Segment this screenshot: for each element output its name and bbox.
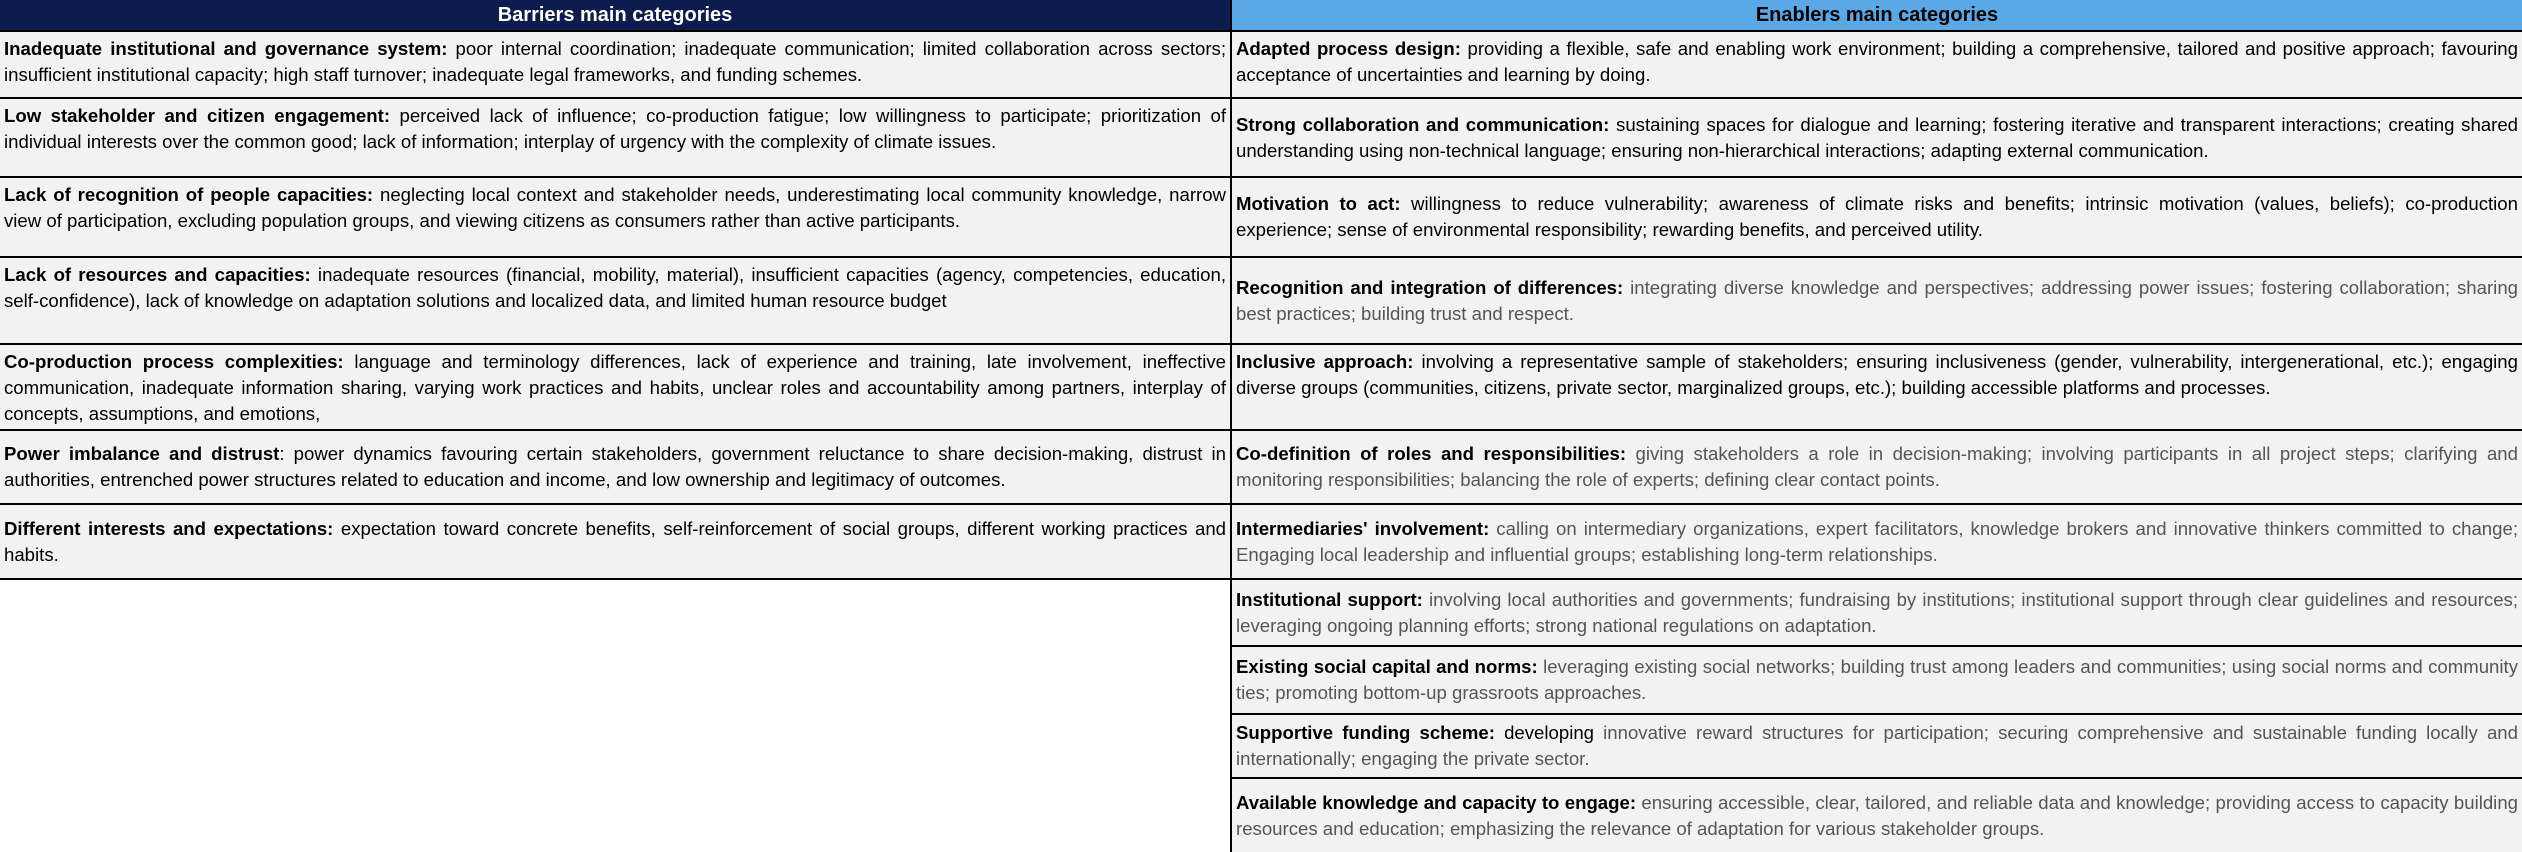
enabler-title: Supportive funding scheme: [1236, 722, 1495, 743]
enablers-column [1232, 0, 2522, 852]
enabler-text: ensuring accessible, clear, tailored, and reliable data and knowledge; providing access to capacity building resources and education; emphasizing the relevance of adaptation for various stakeholder groups. [1236, 791, 2518, 839]
enabler-text: involving local authorities and governments; fundraising by institutions; institutional support through clear guidelines and resources; leveraging ongoing planning efforts; strong national regulations on adaptation. [1236, 588, 2519, 636]
barrier-text: : power dynamics favouring certain stakeholders, government reluctance to share decision-making, distrust in authorities, entrenched power structures related to education and income, and low ownership and legitimacy of outcomes. [4, 443, 1226, 490]
barrier-title: Inadequate institutional and governance system: [4, 38, 448, 59]
enablers-header: Enablers main categories [1232, 0, 2522, 32]
enabler-title: Available knowledge and capacity to engage: [1236, 791, 1637, 813]
enabler-text: willingness to reduce vulnerability; awareness of climate risks and benefits; intrinsic motivation (values, beliefs); co-production experience; sense of environmental responsibility; rewarding benefits, and perceived utility. [1236, 193, 2518, 240]
enabler-row [1232, 345, 2522, 431]
barrier-title: Different interests and expectations: [4, 517, 334, 539]
enabler-title: Strong collaboration and communication: [1236, 113, 1610, 135]
enabler-title: Existing social capital and norms: [1236, 656, 1538, 677]
barriers-column [0, 0, 1232, 852]
barrier-text: poor internal coordination; inadequate communication; limited collaboration across sectors; insufficient institutional capacity; high staff turnover; inadequate legal frameworks, and funding schemes. [4, 38, 1226, 85]
enabler-title: Adapted process design: [1236, 38, 1461, 59]
barrier-row [0, 32, 1230, 99]
barrier-row [0, 431, 1230, 505]
enabler-row [1232, 431, 2522, 505]
enabler-title: Co-definition of roles and responsibilities: [1236, 443, 1627, 464]
enabler-title: Institutional support: [1236, 588, 1423, 610]
enabler-row [1232, 258, 2522, 345]
barrier-text: perceived lack of influence; co-production fatigue; low willingness to participate; prioritization of individual interests over the common good; lack of information; interplay of urgency with the complexity of climate issues. [4, 105, 1227, 152]
enabler-text: leveraging existing social networks; building trust among leaders and communities; using social norms and community ties; promoting bottom-up grassroots approaches. [1236, 656, 2518, 703]
enabler-title: Recognition and integration of differences: [1236, 276, 1624, 298]
barrier-text: inadequate resources (financial, mobility, material), insufficient capacities (agency, competencies, education, self-confidence), lack of knowledge on adaptation solutions and localized data, and limited human resource budget [4, 264, 1226, 311]
enabler-text: innovative reward structures for participation; securing comprehensive and sustainable funding locally and internationally; engaging the private sector. [1236, 722, 2518, 769]
barrier-row [0, 505, 1230, 580]
barrier-text: neglecting local context and stakeholder needs, underestimating local community knowledge, narrow view of participation, excluding population groups, and viewing citizens as consumers rather than active participants. [4, 184, 1226, 231]
barrier-title: Lack of resources and capacities: [4, 264, 311, 285]
barrier-row [0, 99, 1230, 178]
enabler-text: providing a flexible, safe and enabling work environment; building a comprehensive, tailored and positive approach; favouring acceptance of uncertainties and learning by doing. [1236, 38, 2518, 85]
enabler-text-lead: developing [1494, 722, 1595, 743]
barrier-title: Power imbalance and distrust [4, 443, 280, 464]
barrier-text: language and terminology differences, lack of experience and training, late involvement, ineffective communication, inadequate information sharing, varying work practices and habits, unclear roles and accountability among partners, interplay of concepts, assumptions, and emotions, [4, 351, 1226, 424]
barriers-header: Barriers main categories [0, 0, 1230, 32]
enabler-title: Motivation to act: [1236, 193, 1401, 214]
enabler-row [1232, 32, 2522, 99]
enabler-row [1232, 178, 2522, 258]
barrier-title: Co-production process complexities: [4, 351, 344, 372]
enabler-text: integrating diverse knowledge and perspectives; addressing power issues; fostering collaboration; sharing best practices; building trust and respect. [1236, 276, 2518, 324]
enabler-title: Intermediaries' involvement: [1236, 517, 1490, 539]
barrier-text: expectation toward concrete benefits, self-reinforcement of social groups, different working practices and habits. [4, 517, 1227, 565]
enabler-row [1232, 580, 2522, 647]
enabler-text: calling on intermediary organizations, expert facilitators, knowledge brokers and innovative thinkers committed to change; Engaging local leadership and influential groups; establishing long-term relationships. [1236, 517, 2518, 565]
enabler-row [1232, 779, 2522, 852]
barrier-row [0, 178, 1230, 258]
enabler-row [1232, 647, 2522, 715]
barrier-title: Low stakeholder and citizen engagement: [4, 105, 391, 126]
enabler-text: sustaining spaces for dialogue and learning; fostering iterative and transparent interactions; creating shared understanding using non-technical language; ensuring non-hierarchical interactions; adapting external communication. [1236, 113, 2519, 161]
enabler-row [1232, 99, 2522, 178]
enabler-title: Inclusive approach: [1236, 351, 1414, 372]
enabler-text: giving stakeholders a role in decision-making; involving participants in all project steps; clarifying and monitoring responsibilities; balancing the role of experts; defining clear contact points. [1236, 443, 2518, 490]
empty-area [0, 580, 1230, 852]
barrier-title: Lack of recognition of people capacities: [4, 184, 374, 205]
enabler-text: involving a representative sample of stakeholders; ensuring inclusiveness (gender, vulnerability, intergenerational, etc.); engaging diverse groups (communities, citizens, private sector, marginalized groups, etc.); building accessible platforms and processes. [1236, 351, 2518, 398]
barrier-row [0, 258, 1230, 345]
barrier-row [0, 345, 1230, 431]
enabler-row [1232, 505, 2522, 580]
enabler-row [1232, 715, 2522, 779]
